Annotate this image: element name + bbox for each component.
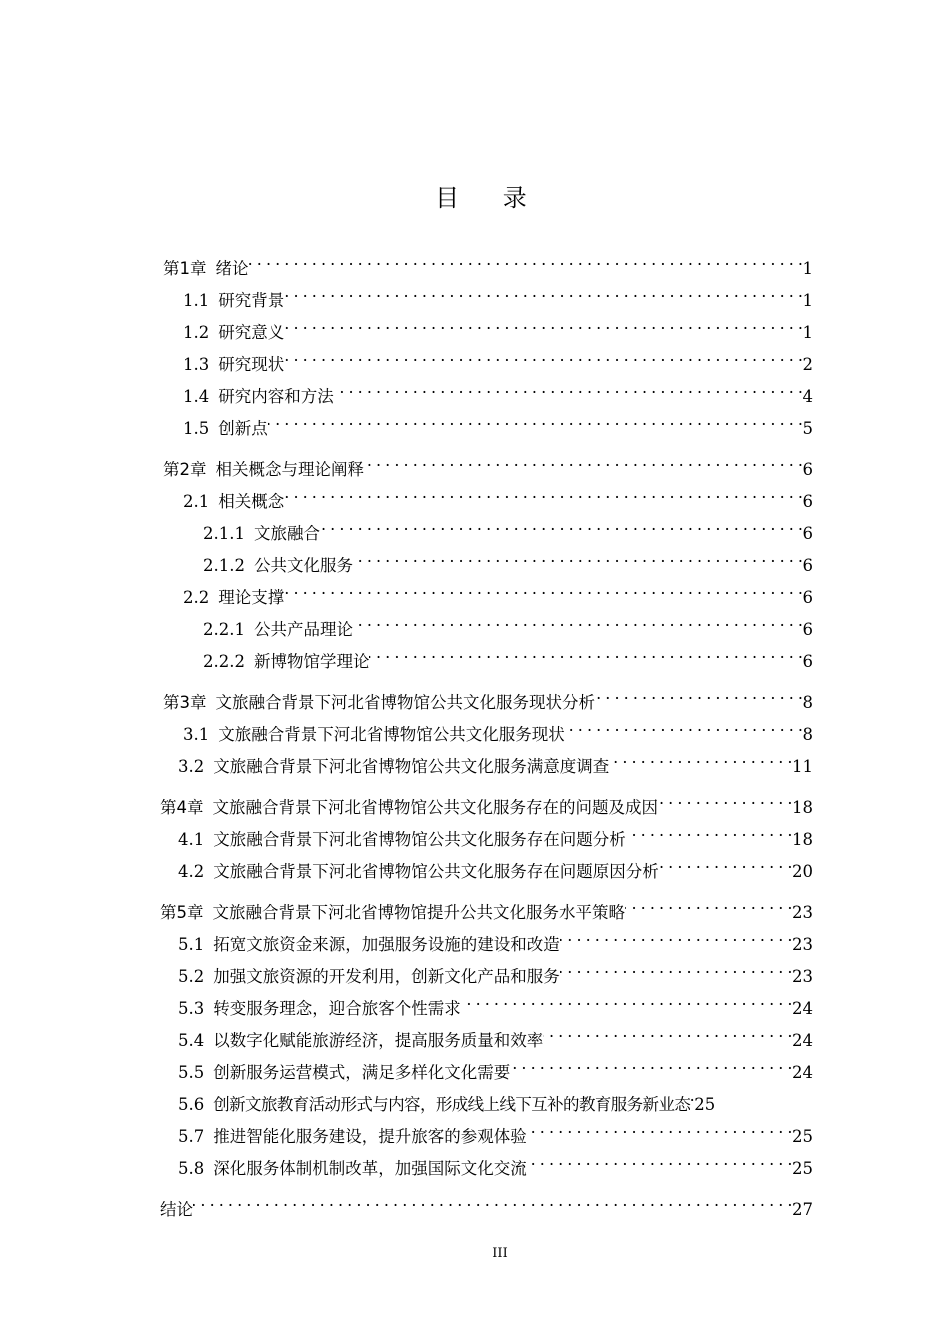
- entry-title: 创新点: [218, 419, 268, 438]
- entry-page: 27: [792, 1200, 813, 1219]
- toc-entry[interactable]: [0, 447, 813, 479]
- entry-page: 25: [694, 1095, 716, 1114]
- dot-leader: [659, 849, 792, 877]
- entry-title: 推进智能化服务建设，提升旅客的参观体验: [213, 1127, 527, 1146]
- entry-title: 理论支撑: [218, 588, 285, 607]
- entry-number: 2.2.1: [203, 620, 245, 639]
- entry-number: 2.1: [183, 492, 210, 511]
- entry-number: 2.1.1: [203, 524, 245, 543]
- entry-number: 第2章: [163, 460, 207, 479]
- entry-page: 20: [792, 862, 813, 881]
- entry-title: 文旅融合背景下河北省博物馆公共文化服务满意度调查: [213, 757, 610, 776]
- entry-number: 4.2: [178, 862, 205, 881]
- dot-leader: [284, 575, 802, 603]
- toc-entry[interactable]: [0, 575, 813, 607]
- entry-page: 18: [792, 798, 813, 817]
- table-of-contents: [0, 246, 950, 1219]
- entry-page: 4: [802, 387, 813, 406]
- entry-title: 研究背景: [218, 291, 285, 310]
- entry-title: 相关概念与理论阐释: [215, 460, 364, 479]
- entry-title: 文旅融合背景下河北省博物馆提升公共文化服务水平策略: [212, 903, 625, 922]
- dot-leader: [510, 1050, 792, 1078]
- toc-entry[interactable]: [0, 543, 813, 575]
- entry-page: 6: [802, 652, 813, 671]
- entry-title: 文旅融合背景下河北省博物馆公共文化服务存在的问题及成因: [212, 798, 658, 817]
- page-number: III: [492, 1246, 508, 1261]
- entry-title: 公共文化服务: [253, 556, 353, 575]
- entry-page: 2: [802, 355, 813, 374]
- entry-number: 5.3: [178, 999, 205, 1018]
- entry-title: 公共产品理论: [253, 620, 353, 639]
- entry-title: 研究现状: [218, 355, 285, 374]
- dot-leader: [658, 785, 792, 813]
- entry-page: 23: [792, 935, 813, 954]
- toc-entry[interactable]: [0, 278, 813, 310]
- entry-title: 新博物馆学理论: [253, 652, 370, 671]
- entry-number: 5.2: [178, 967, 205, 986]
- entry-title: 文旅融合: [253, 524, 320, 543]
- entry-page: 8: [802, 693, 813, 712]
- dot-leader: [364, 447, 803, 475]
- dot-leader: [560, 954, 792, 982]
- entry-title: 创新服务运营模式，满足多样化文化需要: [213, 1063, 511, 1082]
- entry-page: 25: [792, 1127, 813, 1146]
- toc-entry[interactable]: [0, 479, 813, 511]
- entry-number: 2.2: [183, 588, 210, 607]
- entry-page: 24: [792, 1031, 813, 1050]
- dot-leader: [461, 986, 792, 1014]
- entry-page: 1: [802, 259, 813, 278]
- dot-leader: [369, 639, 802, 667]
- entry-title: 深化服务体制机制改革，加强国际文化交流: [213, 1159, 527, 1178]
- dot-leader: [565, 712, 803, 740]
- entry-page: 8: [802, 725, 813, 744]
- entry-title: 文旅融合背景下河北省博物馆公共文化服务现状: [218, 725, 565, 744]
- entry-number: 4.1: [178, 830, 205, 849]
- entry-page: 6: [802, 556, 813, 575]
- entry-number: 3.2: [178, 757, 205, 776]
- entry-number: 5.8: [178, 1159, 205, 1178]
- dot-leader: [284, 310, 802, 338]
- dot-leader: [284, 278, 802, 306]
- entry-page: 6: [802, 524, 813, 543]
- dot-leader: [626, 817, 792, 845]
- dot-leader: [527, 1114, 792, 1142]
- entry-number: 1.3: [183, 355, 210, 374]
- toc-entry[interactable]: [0, 374, 813, 406]
- toc-entry[interactable]: [0, 511, 813, 543]
- toc-entry[interactable]: [0, 310, 813, 342]
- entry-number: 第5章: [160, 903, 204, 922]
- dot-leader: [543, 1018, 792, 1046]
- entry-number: 1.5: [183, 419, 210, 438]
- entry-number: 第3章: [163, 693, 207, 712]
- entry-title: 以数字化赋能旅游经济，提高服务质量和效率: [213, 1031, 544, 1050]
- entry-number: 3.1: [183, 725, 210, 744]
- dot-leader: [560, 922, 792, 950]
- entry-number: 5.1: [178, 935, 205, 954]
- entry-title: 相关概念: [218, 492, 285, 511]
- toc-entry[interactable]: [0, 246, 813, 278]
- toc-entry[interactable]: [0, 607, 813, 639]
- entry-number: 1.1: [183, 291, 210, 310]
- entry-title: 文旅融合背景下河北省博物馆公共文化服务存在问题原因分析: [213, 862, 659, 881]
- entry-page: 25: [792, 1159, 813, 1178]
- entry-title: 研究意义: [218, 323, 285, 342]
- dot-leader: [595, 680, 803, 708]
- entry-page: 18: [792, 830, 813, 849]
- toc-entry[interactable]: [0, 785, 813, 817]
- entry-page: 23: [792, 967, 813, 986]
- dot-leader: [690, 1082, 694, 1110]
- toc-entry[interactable]: [0, 890, 813, 922]
- dot-leader: [284, 342, 802, 370]
- entry-title: 加强文旅资源的开发利用，创新文化产品和服务: [213, 967, 560, 986]
- entry-title: 文旅融合背景下河北省博物馆公共文化服务存在问题分析: [213, 830, 626, 849]
- entry-page: 1: [802, 323, 813, 342]
- toc-entry[interactable]: [0, 406, 813, 438]
- dot-leader: [334, 374, 803, 402]
- entry-title: 拓宽文旅资金来源，加强服务设施的建设和改造: [213, 935, 560, 954]
- entry-number: 第4章: [160, 798, 204, 817]
- entry-page: 6: [802, 492, 813, 511]
- dot-leader: [193, 1187, 792, 1215]
- toc-entry[interactable]: [0, 342, 813, 374]
- entry-title: 创新文旅教育活动形式与内容，形成线上线下互补的教育服务新业态: [213, 1095, 691, 1114]
- entry-title: 转变服务理念，迎合旅客个性需求: [213, 999, 461, 1018]
- entry-number: 第1章: [163, 259, 207, 278]
- entry-number: 5.7: [178, 1127, 205, 1146]
- entry-number: 5.4: [178, 1031, 205, 1050]
- dot-leader: [353, 543, 803, 571]
- entry-title: 研究内容和方法: [218, 387, 334, 406]
- entry-title: 绪论: [215, 259, 249, 278]
- dot-leader: [527, 1146, 792, 1174]
- dot-leader: [284, 479, 802, 507]
- dot-leader: [268, 406, 803, 434]
- entry-page: 23: [792, 903, 813, 922]
- entry-page: 11: [792, 757, 813, 776]
- dot-leader: [249, 246, 803, 274]
- entry-page: 1: [802, 291, 813, 310]
- entry-title: 文旅融合背景下河北省博物馆公共文化服务现状分析: [215, 693, 595, 712]
- entry-page: 5: [802, 419, 813, 438]
- entry-number: 2.1.2: [203, 556, 245, 575]
- dot-leader: [609, 744, 792, 772]
- toc-entry[interactable]: [0, 639, 813, 671]
- entry-number: 1.2: [183, 323, 210, 342]
- entry-page: 24: [792, 1063, 813, 1082]
- dot-leader: [320, 511, 803, 539]
- entry-number: 5.6: [178, 1095, 205, 1114]
- entry-number: 1.4: [183, 387, 210, 406]
- toc-entry-conclusion[interactable]: [0, 1187, 813, 1219]
- dot-leader: [625, 890, 792, 918]
- dot-leader: [353, 607, 803, 635]
- entry-number: 5.5: [178, 1063, 205, 1082]
- entry-number: 2.2.2: [203, 652, 245, 671]
- toc-entry[interactable]: [0, 680, 813, 712]
- entry-page: 6: [802, 460, 813, 479]
- entry-page: 24: [792, 999, 813, 1018]
- entry-title: 结论: [160, 1200, 193, 1219]
- toc-title: 目 录: [435, 184, 545, 212]
- entry-page: 6: [802, 588, 813, 607]
- entry-page: 6: [802, 620, 813, 639]
